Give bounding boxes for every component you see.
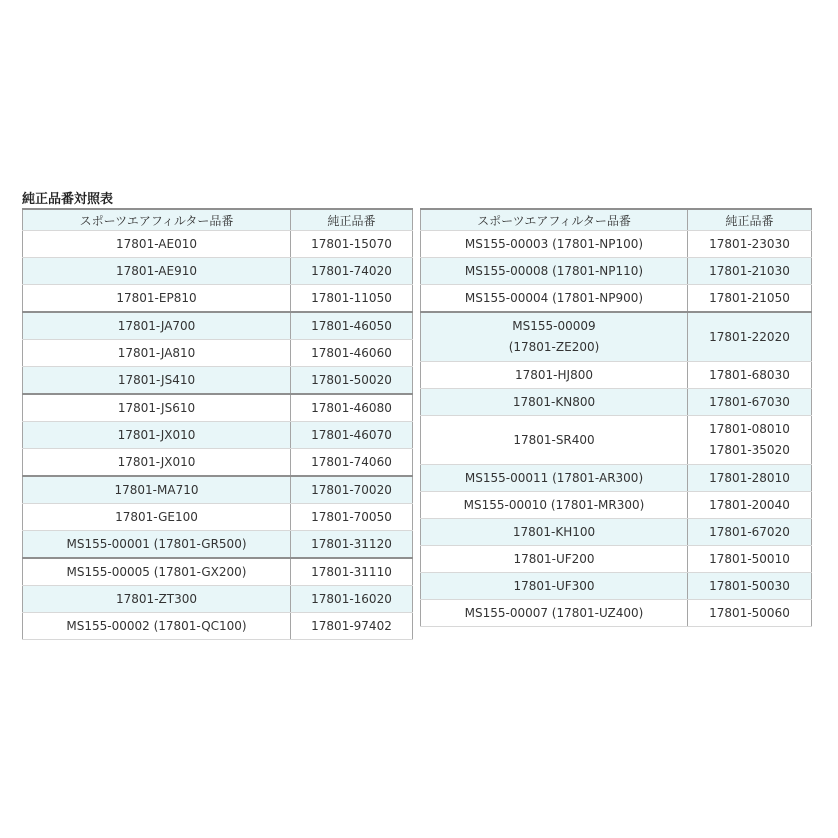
- genuine-part-cell: [291, 476, 413, 504]
- genuine-part-cell: [291, 531, 413, 559]
- genuine-part-cell: [291, 312, 413, 340]
- sport-filter-part-number: 17801-GE100: [115, 509, 198, 524]
- genuine-part-number: 17801-67030: [709, 394, 790, 409]
- table-row: [23, 613, 413, 640]
- sport-filter-part-cell: [421, 231, 688, 258]
- sport-filter-part-cell: [23, 394, 291, 422]
- genuine-part-number: 17801-35020: [709, 443, 790, 457]
- genuine-part-cell: [688, 519, 812, 546]
- table-row: [421, 492, 812, 519]
- sport-filter-part-cell: [23, 312, 291, 340]
- sport-filter-part-number: MS155-00009: [512, 319, 596, 333]
- sport-filter-part-cell: [23, 367, 291, 395]
- genuine-part-cell: [291, 558, 413, 586]
- sport-filter-part-cell: [23, 613, 291, 640]
- genuine-part-cell: [291, 285, 413, 313]
- sport-filter-part-cell: [23, 476, 291, 504]
- table-row: [23, 531, 413, 559]
- genuine-part-cell: [688, 600, 812, 627]
- sport-filter-part-cell: [23, 422, 291, 449]
- sport-filter-part-cell: [421, 573, 688, 600]
- column-header-sport-filter: スポーツエアフィルター品番: [421, 209, 688, 231]
- sport-filter-part-cell: [23, 449, 291, 477]
- table-row: [421, 465, 812, 492]
- sport-filter-part-number: 17801-UF300: [513, 578, 595, 593]
- genuine-part-cell: [688, 465, 812, 492]
- genuine-part-cell: [688, 389, 812, 416]
- sport-filter-part-cell: [421, 258, 688, 285]
- table-row: [23, 558, 413, 586]
- table-row: [421, 285, 812, 313]
- sport-filter-part-number: 17801-ZT300: [116, 591, 197, 606]
- sport-filter-part-cell: [23, 231, 291, 258]
- genuine-part-cell: [688, 312, 812, 362]
- genuine-part-number: 17801-22020: [709, 329, 790, 344]
- genuine-part-number: 17801-08010: [709, 422, 790, 436]
- genuine-part-number: 17801-50010: [709, 551, 790, 566]
- part-number-table-right: [420, 208, 812, 627]
- genuine-part-number: 17801-97402: [311, 618, 392, 633]
- genuine-part-cell: [688, 285, 812, 313]
- genuine-part-number: 17801-20040: [709, 497, 790, 512]
- sport-filter-part-number: 17801-AE010: [116, 236, 197, 251]
- genuine-part-number: 17801-50030: [709, 578, 790, 593]
- table-row: [23, 449, 413, 477]
- genuine-part-number: 17801-21030: [709, 263, 790, 278]
- sport-filter-part-cell: [23, 285, 291, 313]
- sport-filter-part-cell: [421, 492, 688, 519]
- genuine-part-cell: [291, 258, 413, 285]
- genuine-part-cell: [688, 546, 812, 573]
- genuine-part-number: 17801-50020: [311, 372, 392, 387]
- genuine-part-cell: [291, 504, 413, 531]
- table-header-row: [23, 209, 413, 231]
- sport-filter-part-number: 17801-AE910: [116, 263, 197, 278]
- genuine-part-number: 17801-11050: [311, 290, 392, 305]
- sport-filter-part-number: MS155-00011 (17801-AR300): [464, 470, 644, 485]
- table-row: [23, 340, 413, 367]
- table-row: [23, 258, 413, 285]
- genuine-part-number: 17801-70050: [311, 509, 392, 524]
- sport-filter-part-cell: [421, 465, 688, 492]
- sport-filter-part-cell: [23, 558, 291, 586]
- genuine-part-cell: [291, 449, 413, 477]
- genuine-part-number: 17801-16020: [311, 591, 392, 606]
- table-row: [421, 573, 812, 600]
- sport-filter-part-cell: [421, 416, 688, 465]
- genuine-part-number: 17801-31110: [311, 564, 392, 579]
- sport-filter-part-number: 17801-JX010: [117, 427, 196, 442]
- sport-filter-part-cell: [421, 389, 688, 416]
- genuine-part-number: 17801-74020: [311, 263, 392, 278]
- genuine-part-number: 17801-74060: [311, 454, 392, 469]
- table-row: [23, 476, 413, 504]
- sport-filter-part-number: 17801-JA810: [117, 345, 196, 360]
- sport-filter-part-cell: [23, 340, 291, 367]
- table-header-row: [421, 209, 812, 231]
- sport-filter-part-number: 17801-UF200: [513, 551, 595, 566]
- sport-filter-part-cell: [421, 285, 688, 313]
- sport-filter-part-number: 17801-JA700: [117, 318, 196, 333]
- genuine-part-number: 17801-70020: [311, 482, 392, 497]
- genuine-part-cell: [688, 492, 812, 519]
- table-row: [421, 416, 812, 465]
- sport-filter-part-cell: [421, 519, 688, 546]
- column-header-genuine: 純正品番: [688, 209, 812, 231]
- genuine-part-cell: [688, 573, 812, 600]
- genuine-part-number: 17801-50060: [709, 605, 790, 620]
- sport-filter-part-number: 17801-JS410: [117, 372, 196, 387]
- table-row: [421, 546, 812, 573]
- sport-filter-part-number: 17801-KN800: [512, 394, 596, 409]
- sport-filter-part-number: MS155-00001 (17801-GR500): [66, 536, 247, 551]
- sport-filter-part-number: 17801-JX010: [117, 454, 196, 469]
- sport-filter-part-number: 17801-KH100: [512, 524, 596, 539]
- part-number-table-left: [22, 208, 413, 640]
- genuine-part-cell: [291, 613, 413, 640]
- genuine-part-cell: [688, 362, 812, 389]
- column-header-sport-filter: スポーツエアフィルター品番: [23, 209, 291, 231]
- sport-filter-part-cell: [23, 586, 291, 613]
- sport-filter-part-cell: [23, 531, 291, 559]
- genuine-part-cell: [291, 394, 413, 422]
- page-title: 純正品番対照表: [22, 192, 114, 207]
- sport-filter-part-number: 17801-HJ800: [515, 367, 593, 382]
- table-row: [421, 519, 812, 546]
- table-row: [23, 312, 413, 340]
- table-row: [421, 312, 812, 362]
- sport-filter-part-number: 17801-EP810: [116, 290, 197, 305]
- genuine-part-number: 17801-46080: [311, 400, 392, 415]
- sport-filter-part-number: MS155-00010 (17801-MR300): [463, 497, 645, 512]
- table-row: [421, 600, 812, 627]
- sport-filter-part-number: MS155-00003 (17801-NP100): [464, 236, 644, 251]
- genuine-part-number: 17801-28010: [709, 470, 790, 485]
- sport-filter-part-cell: [23, 504, 291, 531]
- sport-filter-part-number: MS155-00008 (17801-NP110): [464, 263, 644, 278]
- table-row: [23, 231, 413, 258]
- table-row: [23, 394, 413, 422]
- genuine-part-number: 17801-31120: [311, 536, 392, 551]
- sport-filter-part-number: (17801-ZE200): [508, 340, 600, 354]
- table-row: [23, 586, 413, 613]
- genuine-part-number: 17801-67020: [709, 524, 790, 539]
- table-row: [421, 362, 812, 389]
- table-row: [421, 258, 812, 285]
- genuine-part-cell: [688, 416, 812, 465]
- genuine-part-cell: [688, 231, 812, 258]
- genuine-part-cell: [688, 258, 812, 285]
- genuine-part-number: 17801-23030: [709, 236, 790, 251]
- genuine-part-number: 17801-21050: [709, 290, 790, 305]
- table-row: [23, 422, 413, 449]
- sport-filter-part-cell: [421, 362, 688, 389]
- genuine-part-cell: [291, 586, 413, 613]
- sport-filter-part-cell: [421, 546, 688, 573]
- table-row: [23, 285, 413, 313]
- genuine-part-number: 17801-46070: [311, 427, 392, 442]
- sport-filter-part-number: MS155-00005 (17801-GX200): [66, 564, 247, 579]
- genuine-part-cell: [291, 340, 413, 367]
- sport-filter-part-cell: [23, 258, 291, 285]
- sport-filter-part-number: MS155-00007 (17801-UZ400): [464, 605, 644, 620]
- genuine-part-cell: [291, 367, 413, 395]
- sport-filter-part-cell: [421, 600, 688, 627]
- sport-filter-part-number: 17801-SR400: [513, 432, 595, 447]
- sport-filter-part-number: 17801-MA710: [114, 482, 199, 497]
- table-row: [23, 367, 413, 395]
- genuine-part-number: 17801-46060: [311, 345, 392, 360]
- genuine-part-number: 17801-15070: [311, 236, 392, 251]
- table-row: [421, 231, 812, 258]
- table-row: [421, 389, 812, 416]
- table-row: [23, 504, 413, 531]
- sport-filter-part-cell: [421, 312, 688, 362]
- sport-filter-part-number: MS155-00004 (17801-NP900): [464, 290, 644, 305]
- genuine-part-cell: [291, 231, 413, 258]
- genuine-part-cell: [291, 422, 413, 449]
- genuine-part-number: 17801-46050: [311, 318, 392, 333]
- sport-filter-part-number: MS155-00002 (17801-QC100): [66, 618, 247, 633]
- column-header-genuine: 純正品番: [291, 209, 413, 231]
- sport-filter-part-number: 17801-JS610: [117, 400, 196, 415]
- genuine-part-number: 17801-68030: [709, 367, 790, 382]
